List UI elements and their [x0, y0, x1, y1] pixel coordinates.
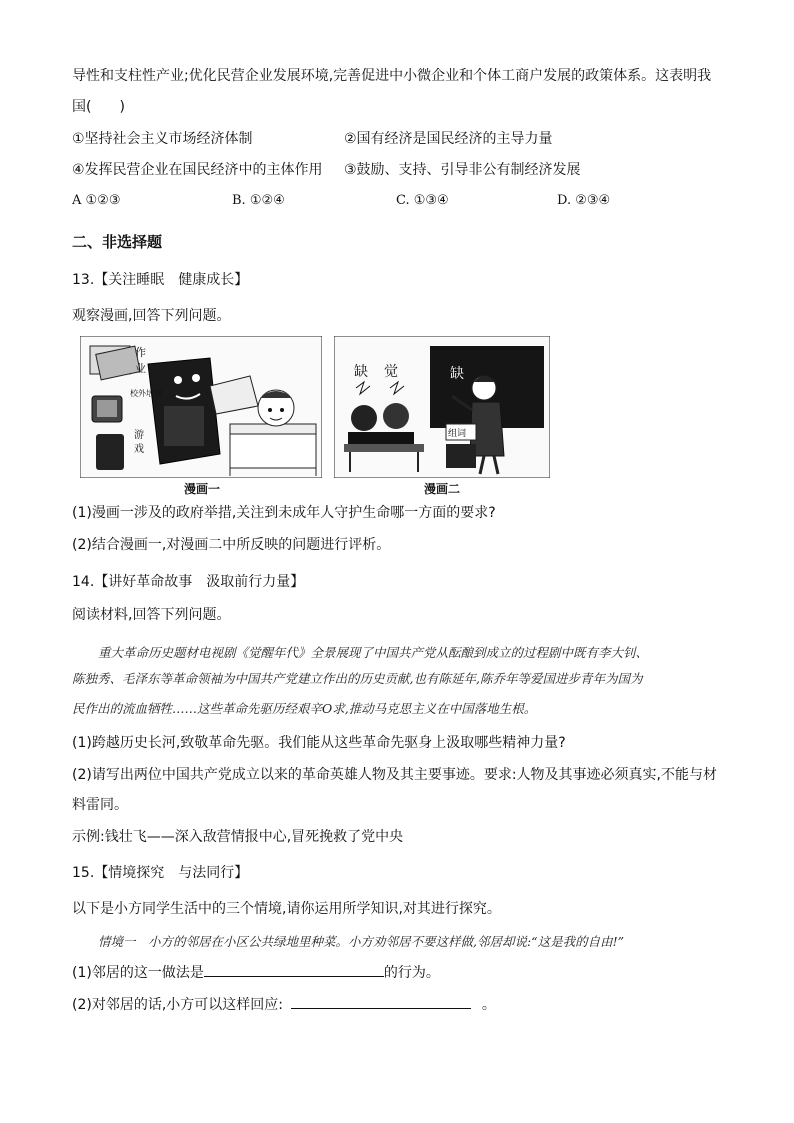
- answer-blank-2[interactable]: [291, 994, 471, 1009]
- cartoon-2-caption: 漫画二: [424, 482, 461, 496]
- q14-material-line1: 重大革命历史题材电视剧《觉醒年代》全景展现了中国共产党从酝酿到成立的过程剧中既有李大钊、: [98, 645, 649, 660]
- cartoon1-word-zuo: 作: [135, 346, 146, 359]
- cartoon1-word-training: 校外培训: [130, 389, 162, 398]
- cartoon1-word-xi: 戏: [134, 444, 144, 455]
- q15-sub2-prefix: (2)对邻居的话,小方可以这样回应:: [72, 997, 283, 1013]
- q12-option-2: ②国有经济是国民经济的主导力量: [344, 131, 553, 147]
- q12-option-4: ④发挥民营企业在国民经济中的主体作用: [72, 162, 323, 178]
- cartoon-1-image: [80, 336, 322, 478]
- q13-sub2: (2)结合漫画一,对漫画二中所反映的问题进行评析。: [72, 537, 391, 553]
- q14-example: 示例:钱壮飞——深入敌营情报中心,冒死挽救了党中央: [72, 829, 404, 845]
- answer-blank-1[interactable]: [204, 962, 384, 977]
- phone-shape: [96, 434, 124, 470]
- q15-sub1-prefix: (1)邻居的这一做法是: [72, 965, 204, 981]
- section-heading: 二、非选择题: [72, 233, 163, 251]
- blackboard-word-que: 缺: [450, 366, 464, 382]
- cartoon2-word-que: 缺: [354, 364, 368, 380]
- q15-instruction: 以下是小方同学生活中的三个情境,请你运用所学知识,对其进行探究。: [72, 901, 501, 917]
- q12-stem-line2: 国( ): [72, 99, 125, 115]
- q15-title: 15.【情境探究 与法同行】: [72, 865, 249, 881]
- q14-material-line3: 民作出的流血牺牲……这些革命先驱历经艰辛O求,推动马克思主义在中国落地生根。: [72, 701, 537, 716]
- cartoon2-word-jue: 觉: [384, 364, 398, 380]
- q12-choice-d: D. ②③④: [557, 193, 611, 208]
- cartoon-2-image: [334, 336, 550, 478]
- q13-title: 13.【关注睡眠 健康成长】: [72, 272, 249, 288]
- q12-stem-line1: 导性和支柱性产业;优化民营企业发展环境,完善促进中小微企业和个体工商户发展的政策体系。这表明我: [72, 68, 712, 84]
- q14-sub2-line1: (2)请写出两位中国共产党成立以来的革命英雄人物及其主要事迹。要求:人物及其事迹必须真实,不能与材: [72, 767, 717, 783]
- card-word-zuci: 组词: [448, 429, 467, 439]
- q12-choice-b: B. ①②④: [232, 193, 285, 208]
- q15-situation-1: 情境一 小方的邻居在小区公共绿地里种菜。小方劝邻居不要这样做,邻居却说:“这是我的自由!”: [98, 934, 624, 949]
- q13-instruction: 观察漫画,回答下列问题。: [72, 308, 231, 324]
- q14-material-line2: 陈独秀、毛泽东等革命领袖为中国共产党建立作出的历史贡献,也有陈延年,陈乔年等爱国进步青年为国为: [72, 671, 643, 686]
- cartoon1-word-ye: 业: [135, 362, 146, 375]
- q12-choice-c: C. ①③④: [396, 193, 449, 208]
- podium: [446, 444, 476, 468]
- cartoon1-word-you: 游: [134, 430, 144, 441]
- q13-sub1: (1)漫画一涉及的政府举措,关注到未成年人守护生命哪一方面的要求?: [72, 505, 496, 521]
- q14-sub1: (1)跨越历史长河,致敬革命先驱。我们能从这些革命先驱身上汲取哪些精神力量?: [72, 735, 566, 751]
- q14-instruction: 阅读材料,回答下列问题。: [72, 607, 231, 623]
- q12-choice-a: A ①②③: [72, 193, 121, 208]
- q14-sub2-line2: 料雷同。: [72, 797, 128, 813]
- q15-sub2: [72, 994, 496, 1015]
- q15-sub1: [72, 962, 440, 983]
- q12-option-3: ③鼓励、支持、引导非公有制经济发展: [344, 162, 581, 178]
- q14-title: 14.【讲好革命故事 汲取前行力量】: [72, 574, 305, 590]
- q12-option-1: ①坚持社会主义市场经济体制: [72, 131, 253, 147]
- q15-sub1-suffix: 的行为。: [383, 965, 440, 981]
- cartoon-1-caption: 漫画一: [184, 482, 221, 496]
- q15-sub2-suffix: 。: [481, 997, 496, 1013]
